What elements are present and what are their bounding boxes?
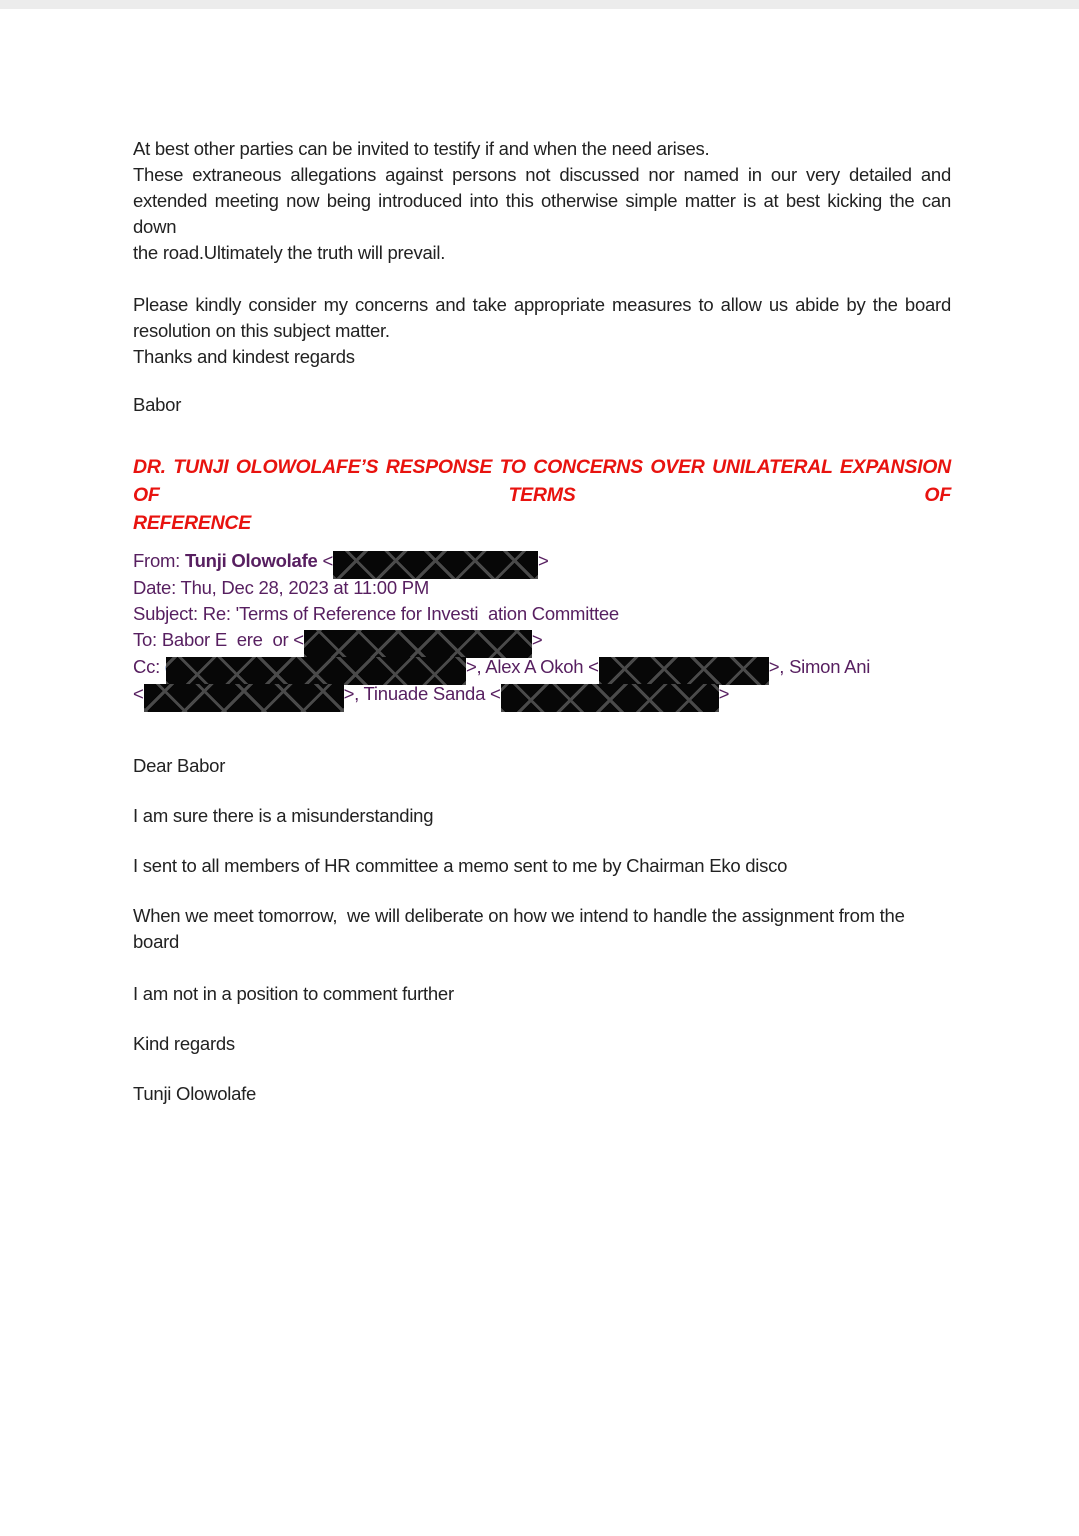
cc-separator: >, Alex A Okoh < [465,656,599,677]
text-line: resolution on this subject matter. [133,320,390,341]
angle-bracket: > [531,629,543,650]
heading-line: REFERENCE [133,512,252,534]
text-line: extended meeting now being introduced into this otherwise simple matter is at best kicking the can down [133,190,951,237]
text-line: When we meet tomorrow, we will deliberate on how we intend to handle the assignment from the [133,905,905,926]
email-cc-line-2 [133,681,951,708]
text-line: I am not in a position to comment further [133,983,454,1004]
text-line: At best other parties can be invited to testify if and when the need arises. [133,138,710,159]
email-from-line [133,548,951,575]
paragraph-allegations [133,136,951,266]
angle-bracket: > [718,683,730,704]
cc-label: Cc: [133,656,165,677]
to-prefix: To: Babor E ere or < [133,629,304,650]
angle-bracket: > [538,550,549,571]
angle-bracket: < [317,550,334,571]
document-content [133,136,951,1107]
text-line: Tunji Olowolafe [133,1083,257,1104]
text-line: I am sure there is a misunderstanding [133,805,434,826]
angle-bracket: < [133,683,144,704]
reply-paragraph-no-comment [133,981,951,1007]
reply-closing [133,1031,951,1057]
email-subject-line: Subject: Re: 'Terms of Reference for Investi ation Committee [133,603,619,624]
redacted-email-address [144,684,344,712]
text-line: Babor [133,394,182,415]
email-date-line: Date: Thu, Dec 28, 2023 at 11:00 PM [133,577,430,598]
reply-greeting [133,753,951,779]
text-line: I sent to all members of HR committee a memo sent to me by Chairman Eko disco [133,855,788,876]
email-to-line [133,627,951,654]
cc-separator: >, Tinuade Sanda < [343,683,501,704]
reply-paragraph-memo [133,853,951,879]
paragraph-request [133,292,951,370]
text-line: Dear Babor [133,755,226,776]
email-header-block [133,548,951,708]
reply-paragraph-misunderstanding [133,803,951,829]
reply-paragraph-meeting [133,903,951,955]
reply-signature [133,1081,951,1107]
section-heading-red [133,453,951,537]
email-cc-line-1 [133,654,951,681]
signature-babor [133,392,951,418]
text-line: These extraneous allegations against persons not discussed nor named in our very detailed and [133,164,951,185]
cc-separator: >, Simon Ani [768,656,871,677]
from-label: From: [133,550,185,571]
text-line: the road.Ultimately the truth will prevail. [133,242,446,263]
text-line: Please kindly consider my concerns and take appropriate measures to allow us abide by the board [133,294,951,315]
text-line: Thanks and kindest regards [133,346,355,367]
text-line: board [133,931,180,952]
from-name: Tunji Olowolafe [184,550,318,571]
page-top-edge [0,0,1079,9]
text-line: Kind regards [133,1033,235,1054]
redacted-email-address [501,684,719,712]
heading-line: DR. TUNJI OLOWOLAFE’S RESPONSE TO CONCERNS OVER UNILATERAL EXPANSION OF TERMS OF [133,456,951,506]
